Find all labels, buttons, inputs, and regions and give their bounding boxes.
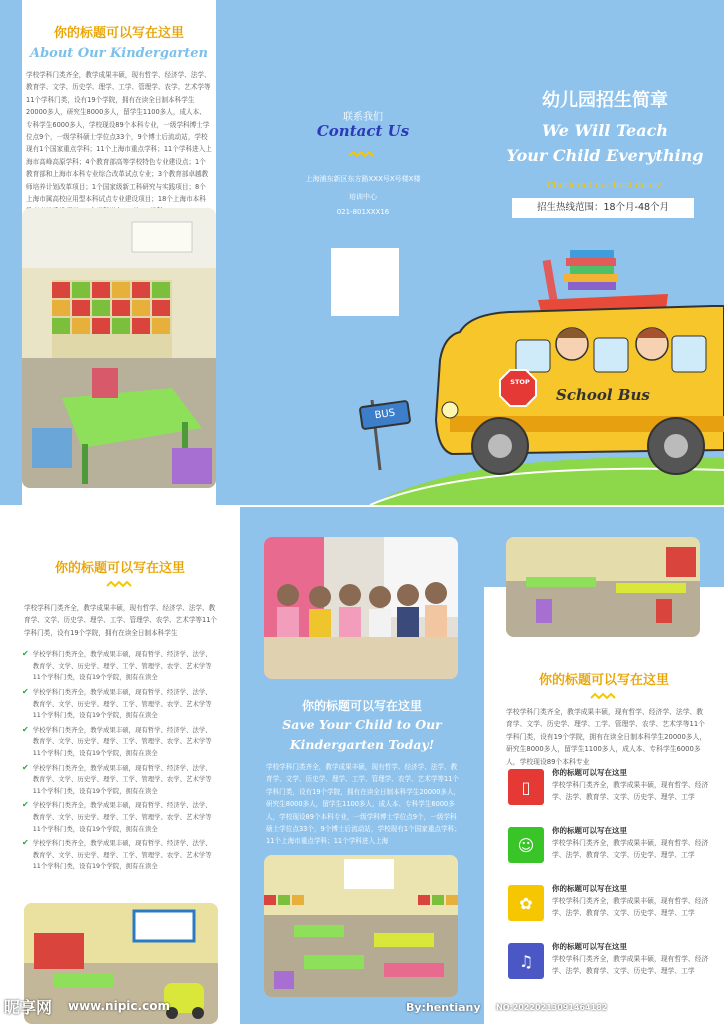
benefits-body: 学校学科门类齐全，教学成果丰硕，现有哲学、经济学、法学、教育学、文学、历史学、理学、工学、管理学、农学、艺术学等11个学科门类，设有19个学院，拥有在读全日制本科学生20000多人，研究生8000多人，留学生1100多人，成人本、专科学生6000多人，学校现设89个本科专业 [506,708,707,766]
about-panel [22,0,216,505]
classroom-photo [22,208,216,488]
about-subtitle: About Our Kindergarten [30,46,208,61]
feature-list-item [22,687,218,722]
benefit-title: 你的标题可以写在这里 [552,768,627,777]
feature-list-text: 学校学科门类齐全，教学成果丰硕，现有哲学、经济学、法学、教育学、文学、历史学、理学、工学、管理学、农学、艺术学等11个学科门类，设有19个学院，拥有在读全 [32,801,212,833]
features-title: 你的标题可以写在这里 [54,561,185,576]
benefit-title: 你的标题可以写在这里 [552,826,627,835]
school-bus-illustration [350,240,724,505]
benefit-desc: 学校学科门类齐全，教学成果丰硕，现有哲学、经济学、法学、教育学、文学、历史学、理学、工学 [552,955,709,975]
features-intro: 学校学科门类齐全，教学成果丰硕，现有哲学、经济学、法学、教育学、文学、历史学、理学、工学、管理学、农学、艺术学等11个学科门类，设有19个学院，拥有在读全日制本科学生 [24,604,218,637]
checkmark-icon: ✔ [22,838,29,848]
save-title: 你的标题可以写在这里 [301,699,422,713]
contact-phone: 021-801XXX16 [336,208,390,216]
benefit-item [508,881,708,925]
save-panel [242,507,482,1024]
benefit-desc: 学校学科门类齐全，教学成果丰硕，现有哲学、经济学、法学、教育学、文学、历史学、理学、工学 [552,839,709,859]
checkmark-icon: ✔ [22,800,29,810]
cover-deal: Check out our best deals! [547,181,663,191]
benefit-item [508,765,708,809]
feature-list-item [22,763,218,798]
about-title: 你的标题可以写在这里 [53,26,184,41]
top-sheet [0,0,724,505]
benefit-item [508,823,708,867]
cover-title: 幼儿园招生简章 [542,90,668,111]
classroom-photo-3 [506,537,700,637]
benefits-title: 你的标题可以写在这里 [538,673,669,688]
bottom-sheet [0,507,724,1024]
feature-list-item [22,800,218,835]
save-subtitle-1: Save Your Child to Our [282,717,442,732]
checkmark-icon: ✔ [22,762,29,772]
checkmark-icon: ✔ [22,724,29,734]
bus-label: School Bus [556,386,650,404]
wave-divider-icon [106,580,134,588]
benefit-title: 你的标题可以写在这里 [552,942,627,951]
feature-list-text: 学校学科门类齐全，教学成果丰硕，现有哲学、经济学、法学、教育学、文学、历史学、理学、工学、管理学、农学、艺术学等11个学科门类，设有19个学院，拥有在读全 [32,688,212,720]
feature-list-item [22,649,218,684]
checkmark-icon: ✔ [22,687,29,696]
watermark-logo: 昵享网 [4,998,53,1017]
feature-list-item [22,838,218,873]
book-icon: ▯ [508,769,544,805]
watermark-credit: By:hentiany [406,1001,481,1014]
cover-slogan-1: We Will Teach [542,121,668,140]
wave-divider-icon [348,150,376,158]
music-icon: ♫ [508,943,544,979]
save-subtitle-2: Kindergarten Today! [289,737,435,752]
contact-title-en: Contact Us [316,122,410,140]
feature-list-item [22,725,218,760]
bus-sign: BUS [359,400,412,431]
cover-slogan-2: Your Child Everything [506,146,704,165]
benefit-desc: 学校学科门类齐全，教学成果丰硕，现有哲学、经济学、法学、教育学、文学、历史学、理学、工学 [552,897,709,917]
feature-list-text: 学校学科门类齐全，教学成果丰硕，现有哲学、经济学、法学、教育学、文学、历史学、理学、工学、管理学、农学、艺术学等11个学科门类，设有19个学院，拥有在读全 [32,839,212,871]
watermark-id: NO:20220213091464182 [496,1003,608,1012]
contact-title-cn: 联系我们 [343,112,383,123]
teacher-icon: ☺ [508,827,544,863]
contact-org: 培训中心 [349,193,377,201]
hotline-box: 招生热线范围：18个月-48个月 [512,198,694,218]
wave-divider-icon [590,692,618,700]
watermark-site: www.nipic.com [68,999,170,1013]
checkmark-icon: ✔ [22,649,29,659]
children-photo [264,537,458,679]
about-body: 学校学科门类齐全，教学成果丰硕，现有哲学、经济学、法学、教育学、文学、历史学、理学、工学、管理学、农学、艺术学等11个学科门类，设有19个学院，拥有在读全日制本科学生20000多人，研究生8000多人，留学生1100多人，成人本、专科学生6000多人，学校现设89个本科专业，一级学科博士学位点9个，一级学科硕士学位点33个，9个博士后流动站，学校现有1个国家重点学科；11个上海市重点学科；11个学科进入上海市高峰高原学科；4个教育部高等学校特色专业建设点；1个教育部和上海市本科专业综合改革试点专业；3个教育部卓越教师培养计划改革项目；1个国家级新工科研究与实践项目；8个上海市属高校应用型本科试点专业建设项目；18个上海市本科 [26,71,212,204]
classroom-photo-2 [264,855,458,997]
benefit-title: 你的标题可以写在这里 [552,884,627,893]
features-list [0,639,240,873]
save-body: 学校学科门类齐全，教学成果丰硕，现有哲学、经济学、法学、教育学、文学、历史学、理学、工学、管理学、农学、艺术学等11个学科门类，设有19个学院，拥有在读全日制本科学生20000多人，研究生8000多人，留学生1100多人，成人本、专科学生6000多人，学校现设89个本科专业，一级学科博士学位点9个，一级学科硕士学位点33个，9个博士后流动站，学校现有1个国家重点学科；11个上海市重点学科；11个学科进入上海 [266,763,461,846]
stop-sign-label: STOP [510,378,530,386]
benefit-desc: 学校学科门类齐全，教学成果丰硕，现有哲学、经济学、法学、教育学、文学、历史学、理学、工学 [552,781,709,801]
feature-list-text: 学校学科门类齐全，教学成果丰硕，现有哲学、经济学、法学、教育学、文学、历史学、理学、工学、管理学、农学、艺术学等11个学科门类，设有19个学院，拥有在读全 [32,725,212,757]
flower-icon: ✿ [508,885,544,921]
contact-address: 上海浦东新区东方路XXX号X号楼X楼 [305,175,421,183]
benefit-item [508,939,708,983]
feature-list-text: 学校学科门类齐全，教学成果丰硕，现有哲学、经济学、法学、教育学、文学、历史学、理学、工学、管理学、农学、艺术学等11个学科门类，设有19个学院，拥有在读全 [32,763,212,795]
books-icon [543,250,618,300]
features-panel [0,507,240,1024]
feature-list-text: 学校学科门类齐全，教学成果丰硕，现有哲学、经济学、法学、教育学、文学、历史学、理学、工学、管理学、农学、艺术学等11个学科门类，设有19个学院，拥有在读全 [32,650,212,682]
